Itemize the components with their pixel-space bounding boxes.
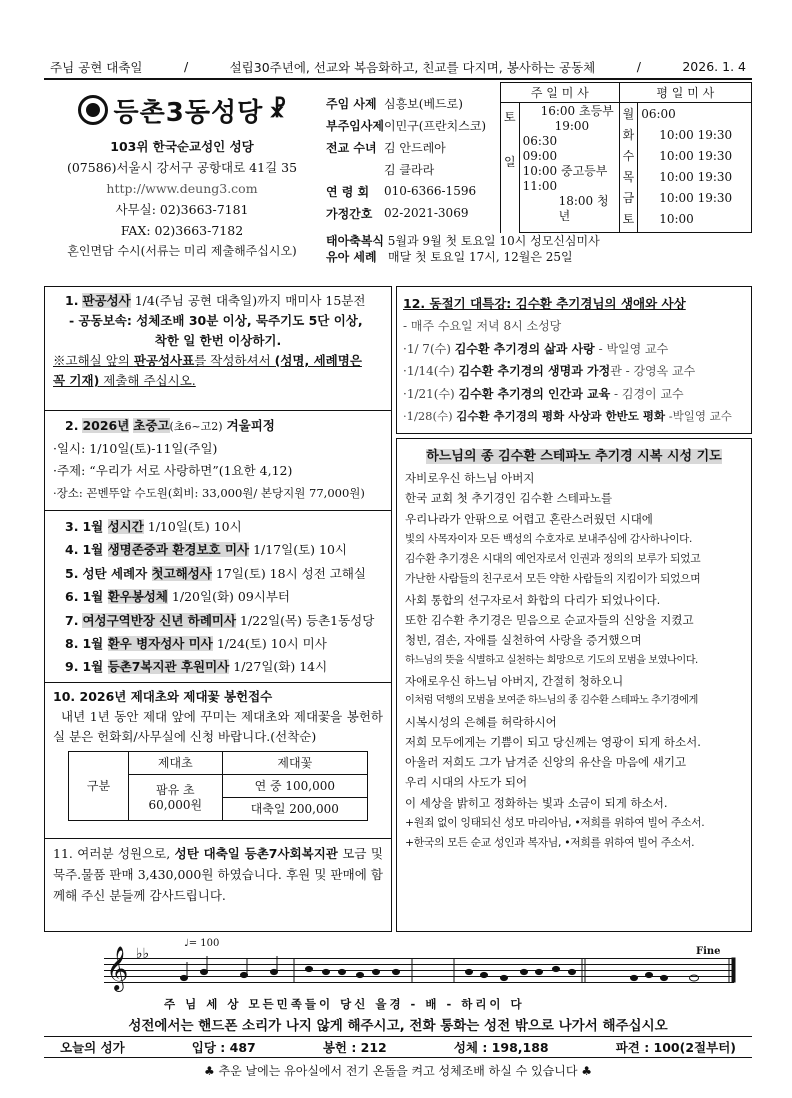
section-altar-offering: 10. 2026년 제대초와 제대꽃 봉헌접수 내년 1년 동안 제대 앞에 꾸미는 제대초와 제대꽃을 봉헌하실 분은 헌화회/사무실에 신청 바랍니다.(선착순) 구분 제대초 제대꽃 팜유 초 60,000원 연 중 100,000 대축일 200,000	[45, 683, 391, 839]
church-patron: 103위 한국순교성인 성당	[110, 139, 254, 154]
church-address: (07586)서울시 강서구 공항대로 41길 35	[66, 160, 298, 175]
lecture-box: 12. 동절기 대특강: 김수환 추기경님의 생애와 사상 - 매주 수요일 저녁 8시 소성당 ·1/ 7(수) 김수환 추기경의 삶과 사랑 - 박일영 교수 ·1/14(수) 김수환 추기경의 생명과 가정관 - 강영옥 교수 ·1/21(수) 김수환 추기경의 인간과 교육 - 김경이 교수 ·1/28(수) 김수환 추기경의 평화 사상과 한반도 평화 -박일영 교수	[396, 286, 752, 434]
sacrament-notice	[326, 233, 752, 265]
list-item: ·1/28(수) 김수환 추기경의 평화 사상과 한반도 평화 -박일영 교수	[403, 409, 732, 424]
hymn-communion: 성체 : 198,188	[453, 1040, 549, 1055]
staff-row: 전교 수녀 김 안드레아	[326, 140, 446, 155]
altar-offering-table: 구분 제대초 제대꽃 팜유 초 60,000원 연 중 100,000 대축일 200,000	[68, 751, 368, 821]
list-item: 4. 1월 생명존중과 환경보호 미사 1/17일(토) 10시	[65, 542, 347, 558]
feast-name: 주님 공현 대축일	[50, 59, 143, 75]
separator: /	[636, 59, 641, 74]
infant-blessing-label: 태아축복식	[326, 234, 384, 248]
list-item: 9. 1월 등촌7복지관 후원미사 1/27일(화) 14시	[65, 659, 328, 675]
separator: /	[183, 59, 189, 74]
treble-clef-icon: 𝄞	[106, 946, 129, 990]
mass-schedule-table	[500, 82, 752, 233]
confession-title: 판공성사	[82, 293, 131, 308]
baptism-label: 유아 세례	[326, 250, 377, 264]
prayer-box: 하느님의 종 김수환 스테파노 추기경 시복 시성 기도 자비로우신 하느님 아버지 한국 교회 첫 추기경인 김수환 스테파노를 우리나라가 안팎으로 어렵고 혼란스러웠던 시대에 빛의 사목자이자 모든 백성의 수호자로 보내주심에 감사하나이다. 김수환 추기경은 시대의 예언자로서 인권과 정의의 보루가 되었고 가난한 사람들의 친구로서 모든 약한 사람들의 지킴이가 되었으며 사회 통합의 선구자로서 화합의 다리가 되었나이다. 또한 김수환 추기경은 믿음으로 순교자들의 신앙을 지켰고 청빈, 겸손, 자애를 실천하여 사랑을 증거했으며 하느님의 뜻을 식별하고 실천하는 희망으로 기도의 모범을 보였나이다. 자애로우신 하느님 아버지, 간절히 청하오니 이처럼 덕행의 모범을 보여준 하느님의 종 김수환 스테파노 추기경에게 시복시성의 은혜를 허락하시어 저희 모두에게는 기쁨이 되고 당신께는 영광이 되게 하소서. 아울러 저희도 그가 남겨준 신앙의 유산을 마음에 새기고 우리 시대의 사도가 되어 이 세상을 밝히고 정화하는 빛과 소금이 되게 하소서. +원죄 없이 잉태되신 성모 마리아님, •저희를 위하여 빌어 주소서. +한국의 모든 순교 성인과 복자님, •저희를 위하여 빌어 주소서.	[396, 438, 752, 932]
chi-rho-icon: ☧	[269, 97, 287, 123]
church-emblem-icon	[78, 95, 108, 125]
marriage-note: 혼인면담 수시(서류는 미리 제출해주십시오)	[67, 244, 297, 258]
top-bar	[44, 58, 752, 80]
office-phone: 사무실: 02)3663-7181	[115, 202, 249, 217]
hymn-score	[44, 938, 752, 1016]
left-column	[44, 286, 392, 932]
hymn-recessional: 파견 : 100(2절부터)	[615, 1040, 736, 1055]
prayer-title: 하느님의 종 김수환 스테파노 추기경 시복 시성 기도	[426, 449, 722, 464]
church-info	[44, 90, 320, 282]
tempo-mark: ♩= 100	[184, 938, 220, 949]
music-notes	[164, 952, 744, 992]
church-logo-row	[44, 90, 320, 130]
hymn-label: 오늘의 성가	[60, 1040, 125, 1055]
saturday-label: 토	[504, 110, 516, 124]
motto: 설립30주년에, 선교와 복음화하고, 친교를 다지며, 봉사하는 공동체	[229, 59, 596, 75]
fine-mark: Fine	[696, 946, 721, 957]
list-item: ·1/ 7(수) 김수환 추기경의 삶과 사랑 - 박일영 교수	[403, 341, 669, 356]
hymn-lyrics: 주 님 세 상 모든민족들이 당신 을경 - 배 - 하리이 다	[164, 997, 525, 1011]
phone-notice: 성전에서는 핸드폰 소리가 나지 않게 해주시고, 전화 통화는 성전 밖으로 나가서 해주십시오	[128, 1018, 668, 1034]
hymn-entrance: 입당 : 487	[191, 1040, 256, 1055]
staff-row: 김 클라라	[384, 162, 435, 177]
staff-row: 부주임사제 이민구(프란치스코)	[326, 118, 487, 133]
staff-row: 연 령 회 010-6366-1596	[326, 184, 477, 199]
weekday-days: 월 화 수 목 금 토	[619, 103, 638, 233]
list-item: 5. 성탄 세례자 첫고해성사 17일(토) 18시 성전 고해실	[65, 565, 366, 581]
list-item: 8. 1월 환우 병자성사 미사 1/24(토) 10시 미사	[65, 636, 327, 652]
list-item: ·1/21(수) 김수환 추기경의 인간과 교육 - 김경이 교수	[403, 386, 684, 401]
hymn-offertory: 봉헌 : 212	[322, 1040, 387, 1055]
section-thanks: 11. 여러분 성원으로, 성탄 대축일 등촌7사회복지관 모금 및 묵주.물품 판매 3,430,000원 하였습니다. 후원 및 판매에 함께해 주신 분들께 감사드립니다.	[53, 846, 383, 903]
hymn-numbers-bar	[44, 1036, 752, 1058]
section-winter-retreat: 2. 2026년 초중고(초6~고2) 겨울피정 ·일시: 1/10일(토)-11일(주일) ·주제: “우리가 서로 사랑하면”(1요한 4,12) ·장소: 꼰벤뚜알 수도원(회비: 33,000원/ 본당지원 77,000원)	[45, 411, 391, 511]
sunday-label: 일	[504, 155, 516, 169]
bulletin-date: 2026. 1. 4	[682, 59, 746, 74]
weekday-times: 06:00 10:00 19:30 10:00 19:30 10:00 19:30 10:00 19:30 10:00	[638, 103, 752, 233]
staff-row: 가정간호 02-2021-3069	[326, 206, 469, 221]
list-item: 6. 1월 환우봉성체 1/20일(화) 09시부터	[65, 589, 291, 605]
list-item: 7. 여성구역반장 신년 하례미사 1/22일(목) 등촌1동성당	[65, 612, 375, 628]
church-name: 등촌3동성당	[113, 97, 264, 128]
baptism-text: 매달 첫 토요일 17시, 12월은 25일	[388, 250, 573, 264]
winter-notice: ♣ 추운 날에는 유아실에서 전기 온돌을 켜고 성체조배 하실 수 있습니다 ♣	[203, 1064, 593, 1078]
lecture-title: 12. 동절기 대특강: 김수환 추기경님의 생애와 사상	[403, 296, 686, 311]
sunday-mass-header: 주 일 미 사	[501, 83, 620, 103]
church-url[interactable]: http://www.deung3.com	[106, 181, 258, 196]
staff-list	[326, 92, 504, 224]
office-fax: FAX: 02)3663-7182	[120, 223, 244, 238]
flat-icon: ♭♭	[136, 946, 150, 962]
list-item: 3. 1월 성시간 1/10일(토) 10시	[65, 519, 242, 534]
sunday-mass-times: 16:00 초등부 19:00 06:30 09:00 10:00 중고등부 11:00 18:00 청년	[519, 103, 619, 233]
list-item: ·1/14(수) 김수환 추기경의 생명과 가정관 - 강영옥 교수	[403, 364, 696, 379]
section-events	[45, 511, 391, 683]
section-confession: 1. 판공성사 1/4(주님 공현 대축일)까지 매미사 15분전 - 공동보속: 성체조배 30분 이상, 묵주기도 5단 이상, 착한 일 한번 이상하기. ※고해실 앞의 판공성사표를 작성하셔서 (성명, 세례명은 꼭 기재) 제출해 주십시오.	[45, 287, 391, 411]
infant-blessing-text: 5월과 9월 첫 토요일 10시 성모신심미사	[387, 234, 600, 248]
staff-row: 주임 사제 심흥보(베드로)	[326, 96, 463, 111]
weekday-mass-header: 평 일 미 사	[619, 83, 751, 103]
